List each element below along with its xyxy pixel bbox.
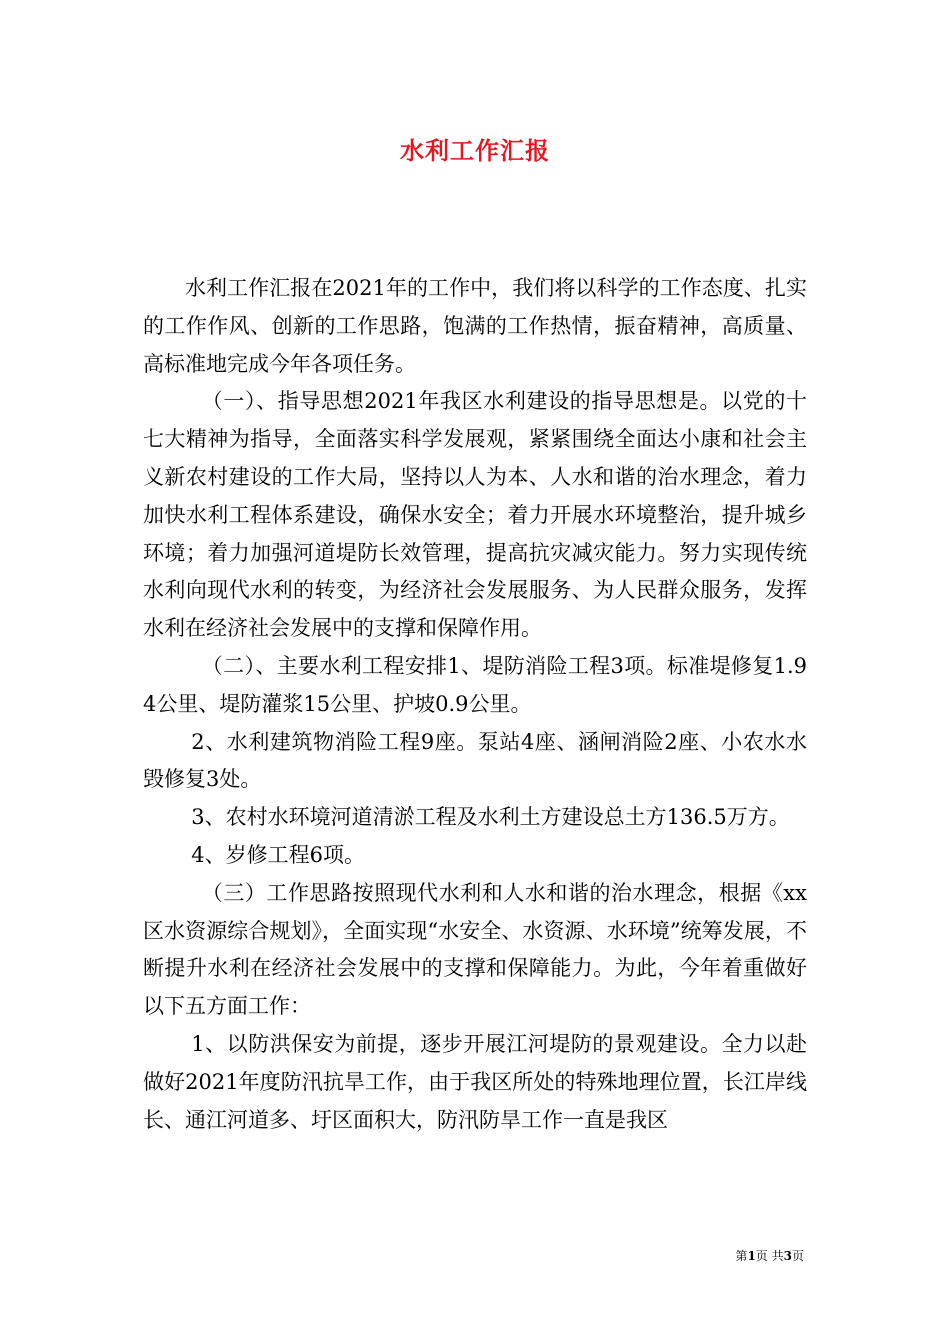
paragraph-intro: 水利工作汇报在2021年的工作中，我们将以科学的工作态度、扎实的工作作风、创新的工作思路，饱满的工作热情，振奋精神，高质量、高标准地完成今年各项任务。 [143, 276, 807, 376]
footer-current-page: 1 [747, 1249, 756, 1263]
paragraph-guiding-thought: （一）、指导思想2021年我区水利建设的指导思想是。以党的十七大精神为指导，全面落实科学发展观，紧紧围绕全面达小康和社会主义新农村建设的工作大局，坚持以人为本、人水和谐的治水理念，着力加快水利工程体系建设，确保水安全；着力开展水环境整治，提升城乡环境；着力加强河道堤防长效管理，提高抗灾减灾能力。努力实现传统水利向现代水利的转变，为经济社会发展服务、为人民群众服务，发挥水利在经济社会发展中的支撑和保障作用。 [143, 389, 807, 641]
document-title: 水利工作汇报 [400, 136, 550, 165]
document-body [143, 270, 807, 1139]
paragraph-project-4: 4、岁修工程6项。 [191, 842, 366, 867]
page-footer [735, 1247, 804, 1264]
footer-total-pages: 3 [783, 1249, 792, 1263]
paragraph-flood-control: 1、以防洪保安为前提，逐步开展江河堤防的景观建设。全力以赴做好2021年度防汛抗旱工作，由于我区所处的特殊地理位置，长江岸线长、通江河道多、圩区面积大，防汛防旱工作一直是我区 [143, 1031, 807, 1132]
footer-middle: 页 共 [755, 1249, 784, 1263]
paragraph-main-projects: （二）、主要水利工程安排1、堤防消险工程3项。标准堤修复1.94公里、堤防灌浆15公里、护坡0.9公里。 [143, 653, 807, 716]
footer-suffix: 页 [791, 1249, 804, 1263]
paragraph-project-2: 2、水利建筑物消险工程9座。泵站4座、涵闸消险2座、小农水水毁修复3处。 [143, 729, 807, 792]
paragraph-work-ideas: （三）工作思路按照现代水利和人水和谐的治水理念，根据《xx区水资源综合规划》，全面实现“水安全、水资源、水环境”统筹发展，不断提升水利在经济社会发展中的支撑和保障能力。为此，今年着重做好以下五方面工作： [143, 880, 807, 1019]
paragraph-project-3: 3、农村水环境河道清淤工程及水利土方建设总土方136.5万方。 [191, 805, 790, 830]
footer-prefix: 第 [735, 1249, 748, 1263]
